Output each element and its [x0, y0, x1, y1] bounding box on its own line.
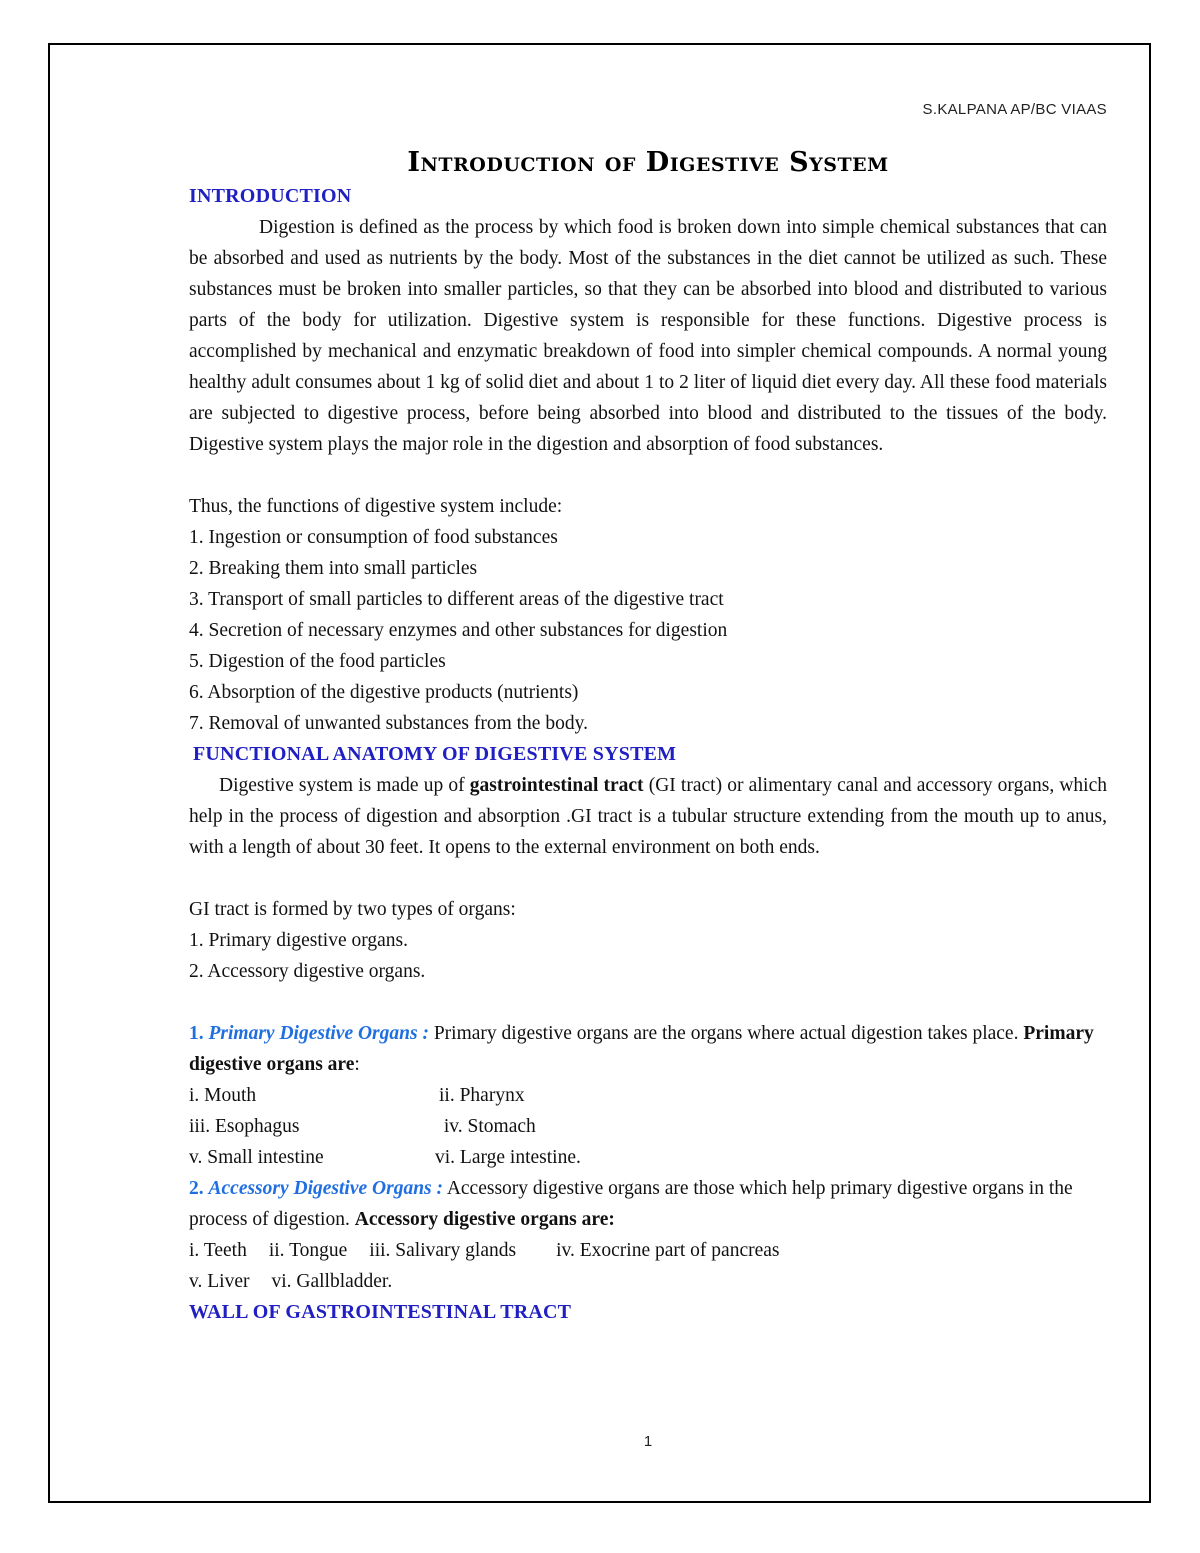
primary-organs-colon: :	[354, 1054, 360, 1075]
page-number: 1	[643, 1433, 653, 1450]
document-title: Introduction of Digestive System	[407, 147, 889, 178]
anatomy-paragraph	[189, 770, 1107, 863]
organ-row	[189, 1080, 1107, 1111]
organ-row	[189, 1111, 1107, 1142]
list-item: 2. Breaking them into small particles	[189, 558, 478, 579]
accessory-organs-text: Accessory digestive organs are those which help primary digestive organs in the process of digestion.	[189, 1178, 1073, 1230]
organ-item: iii. Salivary glands	[369, 1240, 517, 1261]
list-item: 7. Removal of unwanted substances from the body.	[189, 713, 588, 734]
organ-item: ii. Pharynx	[439, 1085, 525, 1106]
organ-item: ii. Tongue	[268, 1240, 348, 1261]
list-item: 4. Secretion of necessary enzymes and other substances for digestion	[189, 620, 728, 641]
accessory-organs-row	[189, 1266, 1107, 1297]
author-header: S.KALPANA AP/BC VIAAS	[922, 101, 1107, 118]
organ-item: iv. Stomach	[439, 1116, 536, 1137]
intro-heading: INTRODUCTION	[189, 185, 352, 207]
primary-organs-grid	[189, 1080, 1107, 1173]
organ-item: v. Small intestine	[189, 1147, 324, 1168]
accessory-number: 2.	[189, 1178, 209, 1199]
organ-types-lead: GI tract is formed by two types of organs:	[189, 899, 516, 920]
functions-lead: Thus, the functions of digestive system include:	[189, 496, 563, 517]
list-item: 3. Transport of small particles to different areas of the digestive tract	[189, 589, 724, 610]
organ-item: i. Teeth	[189, 1240, 247, 1261]
list-item: 1. Ingestion or consumption of food substances	[189, 527, 558, 548]
anatomy-text-pre: Digestive system is made up of	[219, 775, 470, 796]
accessory-organs-label: Accessory Digestive Organs :	[208, 1178, 444, 1199]
primary-organs-bold: Primary digestive organs are	[189, 1023, 1094, 1075]
organ-item: i. Mouth	[189, 1085, 257, 1106]
accessory-organs-bold: Accessory digestive organs are:	[354, 1209, 615, 1230]
organ-item: iv. Exocrine part of pancreas	[556, 1240, 780, 1261]
list-item: 5. Digestion of the food particles	[189, 651, 446, 672]
organ-item: iii. Esophagus	[189, 1116, 300, 1137]
functions-list	[189, 522, 1107, 739]
document-body	[189, 181, 1107, 1328]
intro-paragraph: Digestion is defined as the process by which food is broken down into simple chemical substances that can be absorbed and used as nutrients by the body. Most of the substances in the diet cannot be utilized as such. These substances must be broken into smaller particles, so that they can be absorbed into blood and distributed to various parts of the body for utilization. Digestive system is responsible for these functions. Digestive process is accomplished by mechanical and enzymatic breakdown of food into simpler chemical compounds. A normal young healthy adult consumes about 1 kg of solid diet and about 1 to 2 liter of liquid diet every day. All these food materials are subjected to digestive process, before being absorbed into blood and distributed to the tissues of the body. Digestive system plays the major role in the digestion and absorption of food substances.	[189, 217, 1107, 455]
primary-organs-text: Primary digestive organs are the organs where actual digestion takes place.	[428, 1023, 1024, 1044]
gi-tract-term: gastrointestinal tract	[469, 775, 644, 796]
organ-item: v. Liver	[189, 1271, 250, 1292]
spacer	[189, 987, 1107, 1018]
spacer	[189, 863, 1107, 894]
list-item: 6. Absorption of the digestive products (nutrients)	[189, 682, 579, 703]
list-item: 1. Primary digestive organs.	[189, 930, 408, 951]
list-item: 2. Accessory digestive organs.	[189, 961, 426, 982]
wall-heading: WALL OF GASTROINTESTINAL TRACT	[189, 1301, 572, 1323]
accessory-organs-paragraph	[189, 1173, 1107, 1235]
accessory-organs-row	[189, 1235, 1107, 1266]
organ-item: vi. Large intestine.	[435, 1147, 581, 1168]
anatomy-text-post: (GI tract) or alimentary canal and accessory organs, which help in the process of digestion and absorption .GI tract is a tubular structure extending from the mouth up to anus, with a length of about 30 feet. It opens to the external environment on both ends.	[189, 775, 1107, 858]
page-frame	[48, 43, 1151, 1503]
organ-row	[189, 1142, 1107, 1173]
primary-number: 1.	[189, 1023, 209, 1044]
spacer	[189, 460, 1107, 491]
primary-organs-paragraph	[189, 1018, 1107, 1080]
organ-item: vi. Gallbladder.	[271, 1271, 393, 1292]
anatomy-heading: FUNCTIONAL ANATOMY OF DIGESTIVE SYSTEM	[193, 743, 677, 765]
primary-organs-label: Primary Digestive Organs :	[208, 1023, 429, 1044]
